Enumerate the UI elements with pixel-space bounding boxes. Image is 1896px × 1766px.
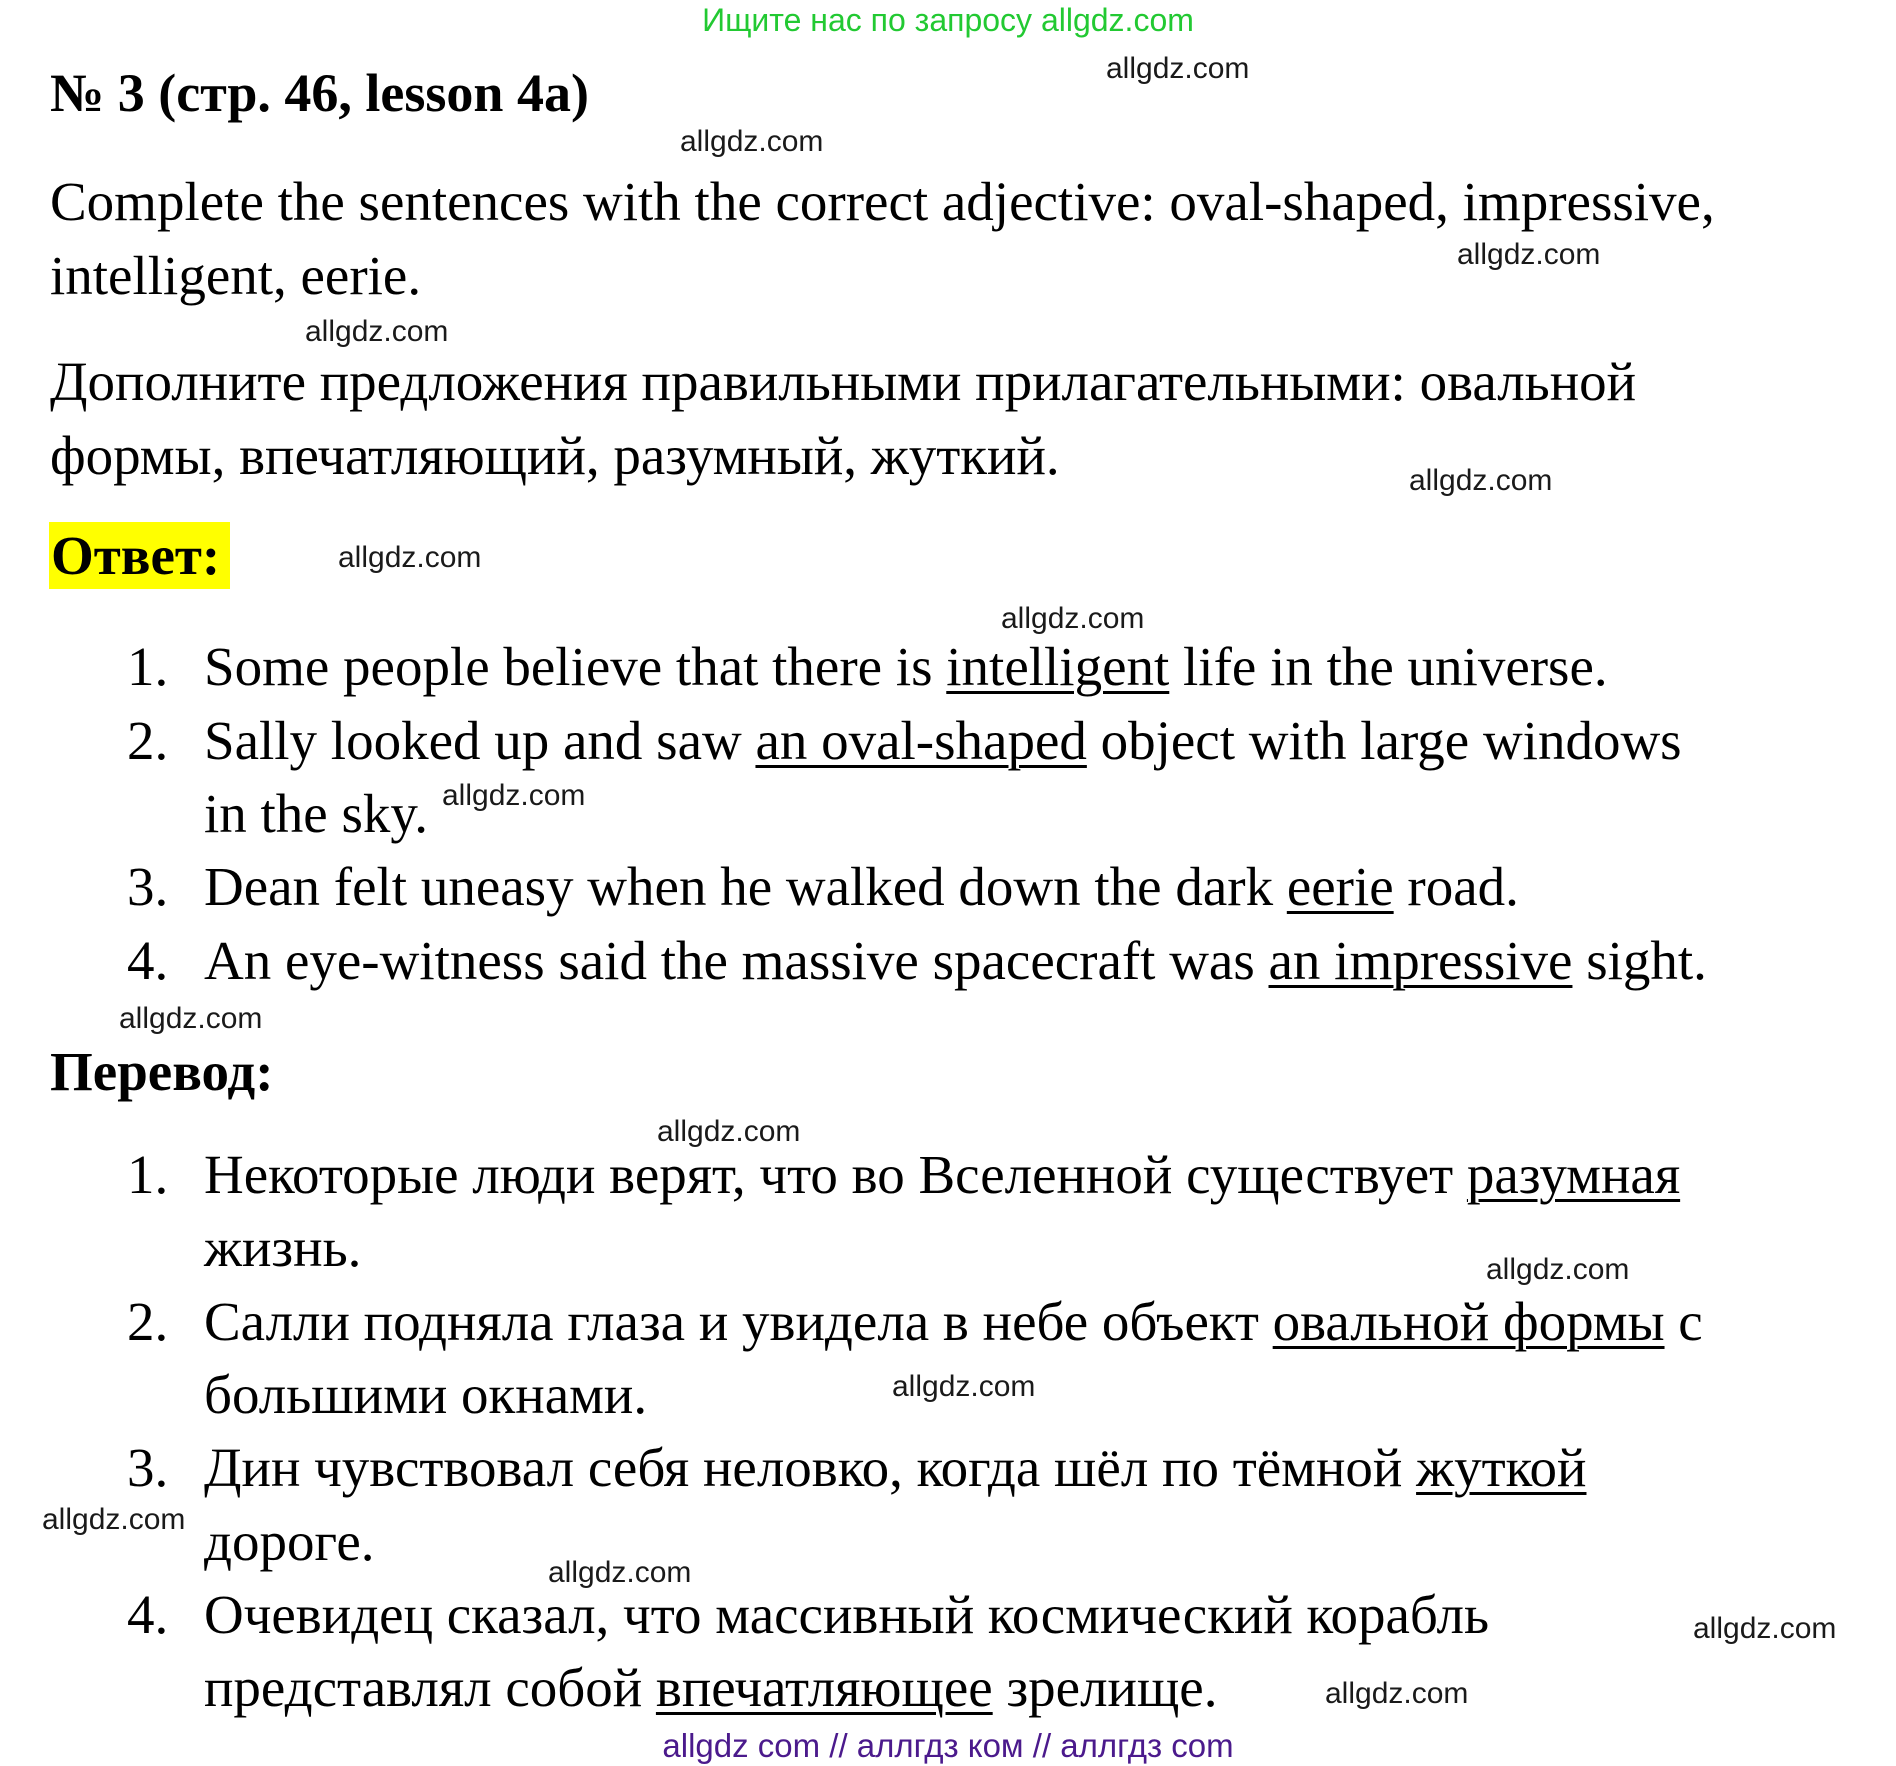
- watermark: allgdz.com: [42, 1503, 186, 1536]
- instruction-en-line-1: Complete the sentences with the correct adjective: oval-shaped, impressive,: [50, 171, 1715, 232]
- answer-heading: Ответ:: [49, 522, 230, 589]
- watermark: allgdz.com: [305, 315, 449, 348]
- answer-number: 3.: [127, 856, 169, 917]
- watermark: allgdz.com: [1106, 52, 1250, 85]
- translation-text-continuation: представлял собой впечатляющее зрелище.: [204, 1657, 1218, 1718]
- answer-number: 2.: [127, 710, 169, 771]
- answer-blank: eerie: [1286, 856, 1394, 917]
- translation-text: Дин чувствовал себя неловко, когда шёл по тёмной жуткой: [204, 1437, 1587, 1498]
- answer-blank: an oval-shaped: [755, 710, 1087, 771]
- translation-heading: Перевод:: [50, 1041, 274, 1102]
- answer-text: Dean felt uneasy when he walked down the dark eerie road.: [204, 856, 1519, 917]
- instruction-en-line-2: intelligent, eerie.: [50, 245, 422, 306]
- translation-highlight: разумная: [1466, 1144, 1681, 1205]
- watermark: allgdz.com: [548, 1556, 692, 1589]
- watermark: allgdz.com: [657, 1115, 801, 1148]
- watermark: allgdz.com: [680, 125, 824, 158]
- watermark: allgdz.com: [442, 779, 586, 812]
- translation-text-continuation: дороге.: [204, 1511, 375, 1572]
- watermark: allgdz.com: [1693, 1612, 1837, 1645]
- translation-number: 2.: [127, 1291, 169, 1352]
- watermark: allgdz.com: [1409, 464, 1553, 497]
- translation-highlight: овальной формы: [1272, 1291, 1665, 1352]
- watermark: allgdz.com: [1486, 1253, 1630, 1286]
- answer-text-continuation: in the sky.: [204, 783, 429, 844]
- footer-watermark: allgdz com // аллгдз ком // аллгдз com: [662, 1727, 1234, 1764]
- translation-text: Очевидец сказал, что массивный космический корабль: [204, 1584, 1490, 1645]
- exercise-title: № 3 (стр. 46, lesson 4a): [50, 63, 589, 123]
- translation-text-continuation: жизнь.: [204, 1217, 362, 1278]
- watermark: allgdz.com: [1325, 1677, 1469, 1710]
- answer-text: Some people believe that there is intelligent life in the universe.: [204, 636, 1608, 697]
- answer-blank: an impressive: [1268, 930, 1573, 991]
- instruction-ru-line-1: Дополните предложения правильными прилагательными: овальной: [50, 351, 1637, 412]
- translation-number: 4.: [127, 1584, 169, 1645]
- answer-text: An eye-witness said the massive spacecraft was an impressive sight.: [204, 930, 1707, 991]
- watermark: allgdz.com: [892, 1370, 1036, 1403]
- translation-number: 1.: [127, 1144, 169, 1205]
- answer-number: 1.: [127, 636, 169, 697]
- translation-highlight: впечатляющее: [655, 1657, 993, 1718]
- watermark: allgdz.com: [338, 541, 482, 574]
- translation-text: Салли подняла глаза и увидела в небе объект овальной формы с: [204, 1291, 1703, 1352]
- answer-blank: intelligent: [946, 636, 1170, 697]
- translation-number: 3.: [127, 1437, 169, 1498]
- answer-text: Sally looked up and saw an oval-shaped object with large windows: [204, 710, 1682, 771]
- instruction-ru-line-2: формы, впечатляющий, разумный, жуткий.: [50, 425, 1060, 486]
- watermark: allgdz.com: [119, 1002, 263, 1035]
- translation-text: Некоторые люди верят, что во Вселенной существует разумная: [204, 1144, 1681, 1205]
- search-banner: Ищите нас по запросу allgdz.com: [702, 2, 1194, 38]
- translation-highlight: жуткой: [1416, 1437, 1587, 1498]
- watermark: allgdz.com: [1001, 602, 1145, 635]
- translation-text-continuation: большими окнами.: [204, 1364, 648, 1425]
- watermark: allgdz.com: [1457, 238, 1601, 271]
- answer-number: 4.: [127, 930, 169, 991]
